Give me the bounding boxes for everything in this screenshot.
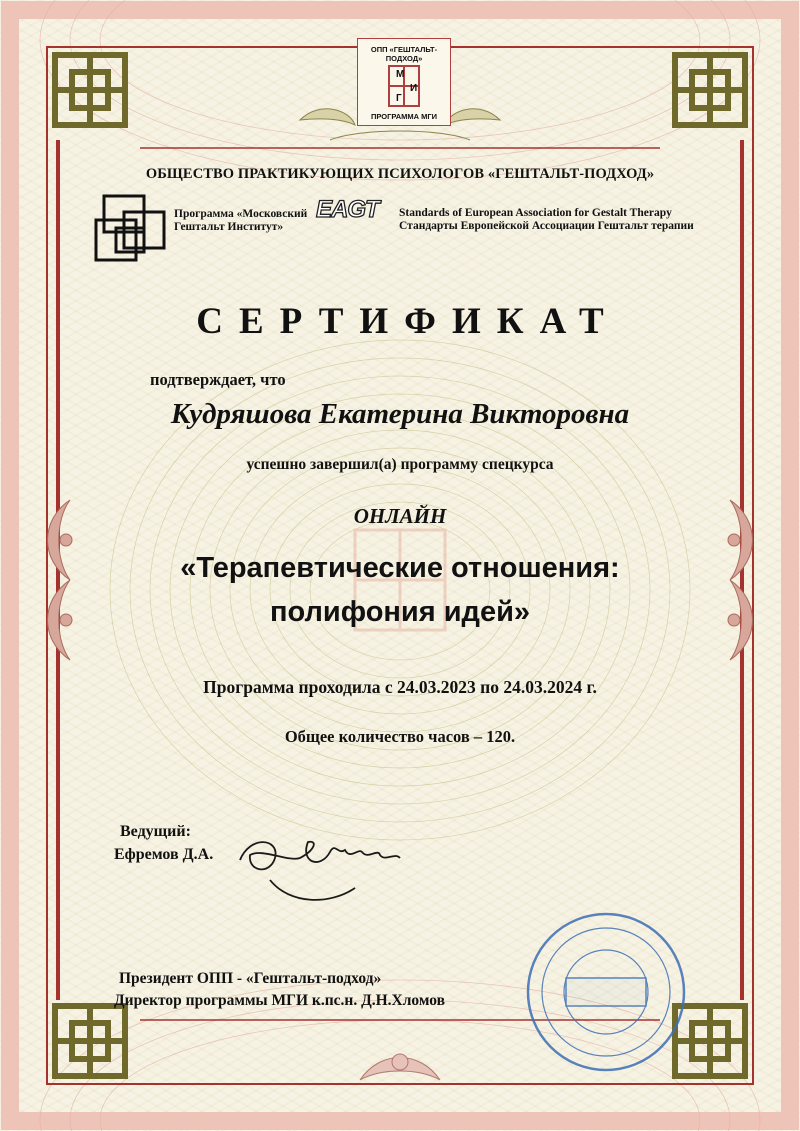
program-label — [174, 208, 324, 234]
course-format: ОНЛАЙН — [353, 504, 447, 528]
society-name: ОБЩЕСТВО ПРАКТИКУЮЩИХ ПСИХОЛОГОВ «ГЕШТАЛЬТ-ПОДХОД» — [145, 166, 655, 182]
logo-letter-g: Г — [396, 93, 402, 104]
logo-top-text: ОПП «ГЕШТАЛЬТ-ПОДХОД» — [370, 45, 438, 63]
program-label-line2: Гештальт Институт» — [174, 221, 284, 233]
recipient-name: Кудряшова Екатерина Викторовна — [170, 398, 630, 430]
corner-ornament-bottom-right — [675, 1006, 745, 1076]
course-title-line2: полифония идей» — [269, 596, 531, 628]
mgi-program-logo — [96, 196, 164, 260]
opp-mgi-logo — [357, 38, 451, 126]
corner-ornament-bottom-left — [55, 1006, 125, 1076]
program-dates: Программа проходила с 24.03.2023 по 24.03.2024 г. — [203, 677, 597, 697]
eagt-logo: EAGT — [316, 196, 379, 223]
signature-efremov — [240, 842, 400, 900]
logo-letter-m: М — [396, 69, 405, 80]
program-label-line1: Программа «Московский — [174, 208, 308, 220]
total-hours: Общее количество часов – 120. — [284, 727, 516, 746]
president-line: Президент ОПП - «Гештальт-подход» — [119, 970, 382, 987]
eagt-label-line2: Стандарты Европейской Ассоциации Гештальт терапии — [399, 220, 694, 232]
logo-bottom-text: ПРОГРАММА МГИ — [370, 112, 438, 121]
logo-letter-i: И — [410, 83, 418, 94]
eagt-standards-label — [399, 207, 729, 233]
completed-text: успешно завершил(а) программу спецкурса — [246, 456, 554, 473]
lead-name: Ефремов Д.А. — [114, 846, 214, 863]
corner-ornament-top-right — [675, 55, 745, 125]
confirms-text: подтверждает, что — [150, 370, 286, 389]
corner-ornament-top-left — [55, 55, 125, 125]
lead-label: Ведущий: — [120, 823, 191, 840]
course-title-line1: «Терапевтические отношения: — [180, 552, 620, 584]
round-stamp — [528, 914, 684, 1070]
eagt-label-line1: Standards of European Association for Gestalt Therapy — [399, 207, 672, 219]
bottom-scroll-ornament — [360, 1054, 440, 1080]
certificate-title: СЕРТИФИКАТ — [196, 301, 620, 342]
director-line: Директор программы МГИ к.пс.н. Д.Н.Хломов — [114, 992, 445, 1009]
